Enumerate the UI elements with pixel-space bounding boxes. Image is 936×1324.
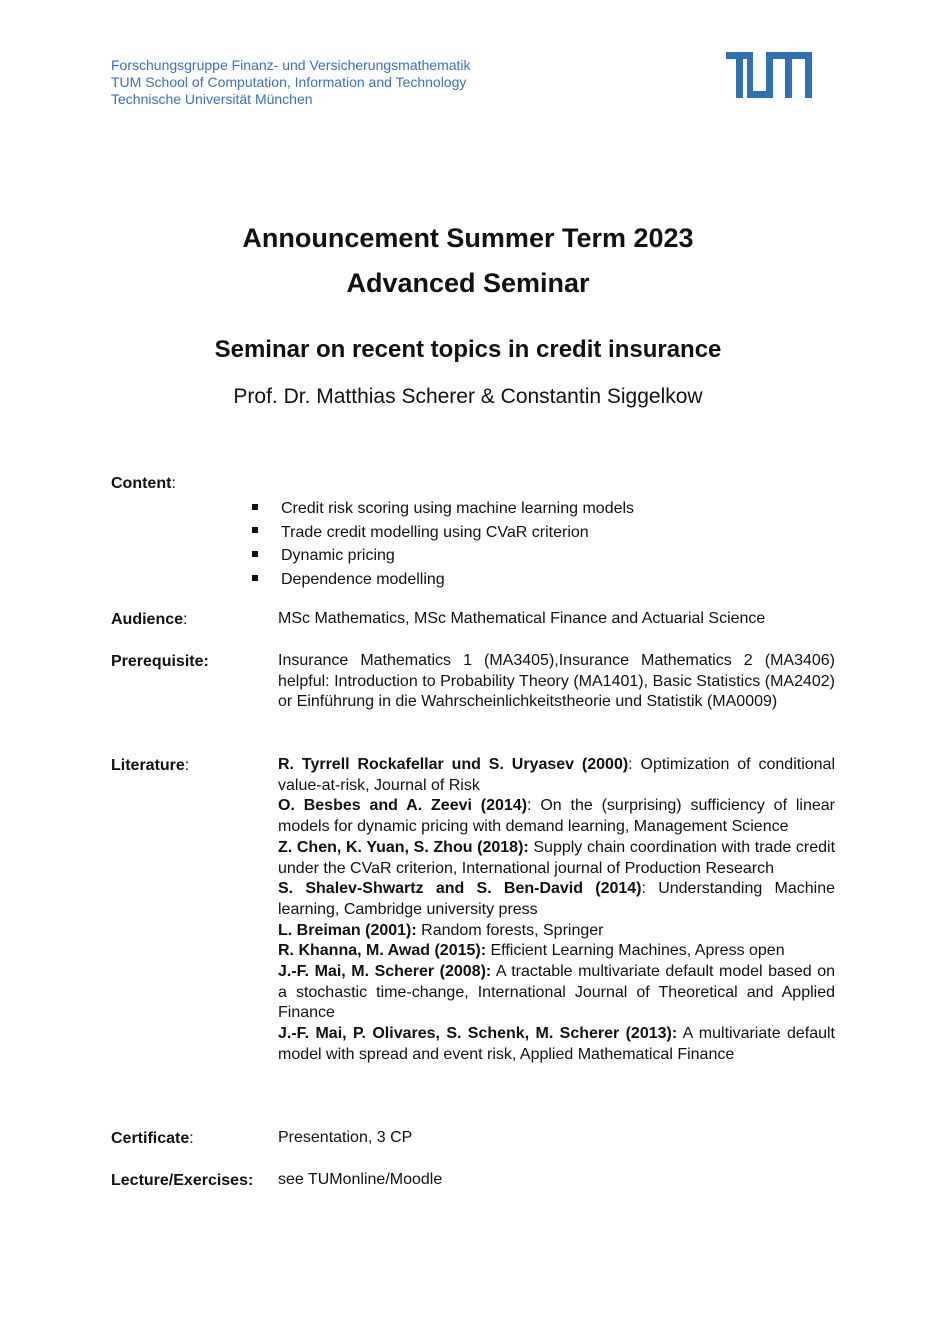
- list-item: Trade credit modelling using CVaR criterion: [252, 521, 634, 545]
- literature-label: Literature:: [111, 757, 190, 774]
- audience-value: MSc Mathematics, MSc Mathematical Finance and Actuarial Science: [278, 610, 766, 627]
- certificate-value: Presentation, 3 CP: [278, 1129, 413, 1146]
- literature-item: R. Tyrrell Rockafellar und S. Uryasev (2000): Optimization of conditional value-at-risk, Journal of Risk: [278, 756, 835, 794]
- literature-item: J.-F. Mai, P. Olivares, S. Schenk, M. Scherer (2013): A multivariate default model with spread and event risk, Applied Mathematical Finance: [278, 1025, 835, 1063]
- seminar-subtitle: Seminar on recent topics in credit insurance: [214, 336, 722, 363]
- literature-item: Z. Chen, K. Yuan, S. Zhou (2018): Supply chain coordination with trade credit under the CVaR criterion, International journal of Production Research: [278, 838, 836, 877]
- literature-list: [278, 755, 835, 1066]
- content-list: [252, 497, 634, 591]
- bullet-icon: [252, 504, 258, 510]
- lecturers: Prof. Dr. Matthias Scherer & Constantin Siggelkow: [233, 385, 703, 408]
- bullet-icon: [252, 527, 258, 533]
- list-item: Credit risk scoring using machine learning models: [252, 497, 634, 521]
- literature-item: S. Shalev-Shwartz and S. Ben-David (2014): Understanding Machine learning, Cambridge university press: [278, 880, 835, 918]
- bullet-icon: [252, 575, 258, 581]
- lecture-value: see TUMonline/Moodle: [278, 1171, 443, 1188]
- header-line: TUM School of Computation, Information and Technology: [111, 74, 467, 90]
- bullet-icon: [252, 551, 258, 557]
- tum-logo: [726, 52, 812, 98]
- content-label: Content:: [111, 475, 176, 492]
- institution-header: [111, 57, 471, 108]
- literature-item: J.-F. Mai, M. Scherer (2008): A tractable multivariate default model based on a stochastic time-change, International Journal of Theoretical and Applied Finance: [278, 963, 835, 1022]
- literature-item: R. Khanna, M. Awad (2015): Efficient Learning Machines, Apress open: [278, 942, 785, 960]
- seminar-type: Advanced Seminar: [346, 268, 590, 298]
- prerequisite-label: Prerequisite:: [111, 653, 209, 670]
- literature-item: L. Breiman (2001): Random forests, Springer: [278, 921, 604, 939]
- certificate-label: Certificate:: [111, 1130, 194, 1147]
- list-item: Dynamic pricing: [252, 544, 634, 568]
- header-line: Technische Universität München: [111, 91, 313, 107]
- header-line: Forschungsgruppe Finanz- und Versicherungsmathematik: [111, 57, 471, 73]
- prerequisite-value: Insurance Mathematics 1 (MA3405),Insurance Mathematics 2 (MA3406) helpful: Introduction to Probability Theory (MA1401), Basic Statistics (MA2402) or Einführung in die Wahrscheinlichkeitstheorie und Statistik (MA0009): [278, 652, 835, 711]
- list-item: Dependence modelling: [252, 568, 634, 592]
- audience-label: Audience:: [111, 611, 188, 628]
- lecture-label: Lecture/Exercises:: [111, 1172, 254, 1189]
- announcement-title: Announcement Summer Term 2023: [242, 223, 694, 253]
- literature-item: O. Besbes and A. Zeevi (2014): On the (surprising) sufficiency of linear models for dynamic pricing with demand learning, Management Science: [278, 797, 836, 836]
